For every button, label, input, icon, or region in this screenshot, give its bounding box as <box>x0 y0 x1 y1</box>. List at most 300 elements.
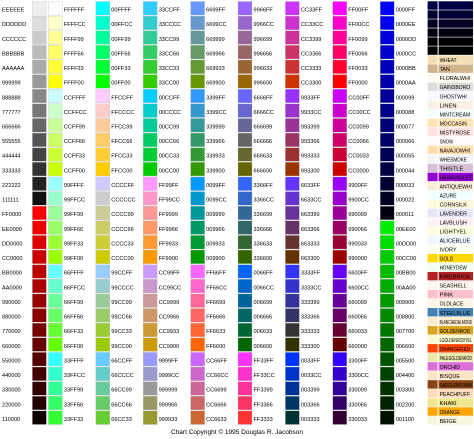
color-swatch <box>191 338 205 352</box>
color-swatch <box>285 411 299 425</box>
color-swatch <box>191 75 205 89</box>
color-swatch <box>191 148 205 162</box>
hex-code-label: 33FF33 <box>63 416 84 423</box>
hex-code-label: FF6699 <box>206 299 226 306</box>
color-swatch <box>48 31 62 45</box>
named-color-swatch <box>428 64 438 72</box>
hex-code-label: 003300 <box>395 387 415 394</box>
color-swatch <box>96 279 110 293</box>
color-swatch <box>143 60 157 74</box>
color-swatch <box>285 352 299 366</box>
hex-code-label: CC3333 <box>300 66 322 73</box>
hex-code-label: 000055 <box>395 153 415 160</box>
color-swatch <box>285 235 299 249</box>
color-column-1 <box>2 2 46 425</box>
hex-code-label: 9999CC <box>158 373 180 380</box>
color-name-label: MOCCASIN <box>439 121 467 128</box>
hex-code-label: CCFF66 <box>63 139 86 146</box>
color-swatch <box>380 2 394 16</box>
color-name-label: GOLDENROD <box>439 328 471 335</box>
hex-code-label: 0033CC <box>300 373 322 380</box>
color-name-label: GOLD <box>439 256 454 263</box>
hex-code-label: 333300 <box>300 343 320 350</box>
named-color-swatch <box>428 28 438 36</box>
color-swatch <box>48 221 62 235</box>
copyright-caption: Chart Copyright © 1995 Douglas R. Jacobson <box>171 429 303 436</box>
hex-code-label: 33CC66 <box>158 51 180 58</box>
color-name-label: ORANGERED <box>439 346 471 353</box>
named-color-swatch <box>428 389 438 397</box>
hex-code-label: 0099CC <box>206 197 227 204</box>
hex-code-label: CCFFFF <box>63 95 86 102</box>
hex-code-label: 000099 <box>395 95 415 102</box>
color-swatch <box>238 162 252 176</box>
hex-code-label: 993333 <box>300 153 320 160</box>
hex-code-label: 99FFCC <box>63 197 86 204</box>
hex-code-label: 00CC00 <box>158 168 180 175</box>
hex-code-label: 330066 <box>348 402 367 409</box>
hex-code-label: 00CC99 <box>158 124 180 131</box>
color-swatch <box>143 382 157 396</box>
named-color-swatch <box>428 128 438 136</box>
named-color-swatch <box>428 218 438 226</box>
color-column-2 <box>48 2 87 425</box>
hex-code-label: 336699 <box>253 212 273 219</box>
color-swatch <box>32 16 46 30</box>
color-swatch <box>48 396 62 410</box>
color-swatch <box>191 162 205 176</box>
color-swatch <box>32 2 46 16</box>
color-swatch <box>238 235 252 249</box>
color-swatch <box>333 367 347 381</box>
color-swatch <box>48 16 62 30</box>
color-swatch <box>96 352 110 366</box>
color-swatch <box>32 104 46 118</box>
named-color-swatch <box>428 407 438 415</box>
hex-code-label: FF3399 <box>253 387 273 394</box>
color-swatch <box>238 16 252 30</box>
hex-code-label: FF0066 <box>348 51 368 58</box>
color-swatch <box>48 279 62 293</box>
hex-code-label: 9966CC <box>253 22 275 29</box>
color-swatch <box>333 60 347 74</box>
hex-code-label: 99CCCC <box>111 285 134 292</box>
color-swatch <box>238 294 252 308</box>
hex-code-label: FF0000 <box>2 212 22 219</box>
named-color-swatch <box>428 164 438 172</box>
hex-code-label: 999933 <box>158 416 178 423</box>
color-swatch <box>96 133 110 147</box>
color-swatch <box>380 352 394 366</box>
hex-code-label: 3300FF <box>348 358 368 365</box>
color-swatch <box>333 338 347 352</box>
color-swatch <box>143 323 157 337</box>
color-swatch <box>380 206 394 220</box>
hex-code-label: 660000 <box>348 343 367 350</box>
color-swatch <box>96 323 110 337</box>
hex-code-label: 440000 <box>2 373 21 380</box>
color-swatch <box>333 118 347 132</box>
color-swatch <box>96 338 110 352</box>
hex-code-label: FFCC66 <box>111 139 133 146</box>
hex-code-label: 669900 <box>206 80 225 87</box>
hex-code-label: 3399FF <box>206 95 226 102</box>
hex-code-label: 33CC33 <box>158 66 180 73</box>
color-swatch <box>380 148 394 162</box>
hex-code-label: 66FF00 <box>63 343 84 350</box>
color-name-label: FLORALWHI <box>439 76 471 83</box>
color-swatch <box>143 235 157 249</box>
hex-code-label: 0000DD <box>395 36 417 43</box>
hex-code-label: 0000AA <box>395 80 416 87</box>
color-name-label: BEIGE <box>439 419 458 426</box>
hex-code-label: 002200 <box>395 402 415 409</box>
hex-code-label: FF33CC <box>253 373 275 380</box>
hex-code-label: 003399 <box>300 387 320 394</box>
color-swatch <box>238 411 252 425</box>
hex-code-label: CC99CC <box>158 285 182 292</box>
hex-code-label: 669933 <box>206 66 225 73</box>
color-swatch <box>143 206 157 220</box>
hex-code-label: 555555 <box>2 139 21 146</box>
color-swatch <box>96 45 110 59</box>
hex-code-label: FFFF66 <box>63 51 84 58</box>
hex-code-label: 000022 <box>395 197 415 204</box>
hex-code-label: 66FFCC <box>63 285 86 292</box>
hex-code-label: 009999 <box>206 212 225 219</box>
color-swatch <box>380 294 394 308</box>
color-swatch <box>238 104 252 118</box>
hex-code-label: 0000BB <box>395 66 416 73</box>
color-swatch <box>238 309 252 323</box>
hex-code-label: FFFF99 <box>63 36 84 43</box>
hex-code-label: 333399 <box>300 299 320 306</box>
hex-code-label: 996633 <box>253 66 273 73</box>
color-swatch <box>32 294 46 308</box>
hex-code-label: 9900FF <box>348 182 368 189</box>
color-swatch <box>32 352 46 366</box>
color-swatch <box>143 118 157 132</box>
hex-code-label: 99CC99 <box>111 299 132 306</box>
hex-code-label: 6633CC <box>300 197 322 204</box>
hex-code-label: 99FFFF <box>63 182 84 189</box>
hex-code-label: 33FF99 <box>63 387 84 394</box>
hex-code-label: 666600 <box>253 168 273 175</box>
hex-code-label: 993300 <box>300 168 320 175</box>
named-color-swatch <box>428 254 438 262</box>
color-swatch <box>143 294 157 308</box>
color-swatch <box>96 75 110 89</box>
color-swatch <box>48 309 62 323</box>
hex-code-label: EEEEEE <box>2 7 25 14</box>
color-swatch <box>380 104 394 118</box>
hex-code-label: CC3300 <box>300 80 322 87</box>
color-swatch <box>32 396 46 410</box>
named-color-swatch <box>428 110 438 118</box>
hex-code-label: FFCC00 <box>111 168 133 175</box>
named-color-swatch <box>428 191 438 199</box>
color-swatch <box>333 2 347 16</box>
color-name-label: CORNSILK <box>439 202 468 209</box>
hex-code-label: 33FFCC <box>63 373 86 380</box>
hex-code-label: 33CC00 <box>158 80 180 87</box>
color-swatch <box>143 133 157 147</box>
color-swatch <box>238 250 252 264</box>
hex-code-label: 00CC00 <box>395 256 417 263</box>
hex-code-label: CCFF99 <box>63 124 86 131</box>
color-swatch <box>238 338 252 352</box>
hex-code-label: 996666 <box>253 51 273 58</box>
hex-code-label: CC9933 <box>158 329 180 336</box>
color-swatch <box>333 279 347 293</box>
hex-code-label: AA0000 <box>2 285 22 292</box>
color-swatch <box>32 250 46 264</box>
hex-code-label: 3333CC <box>300 285 322 292</box>
hex-code-label: 666666 <box>253 139 273 146</box>
hex-code-label: 99FF33 <box>63 241 84 248</box>
color-swatch <box>96 16 110 30</box>
color-swatch <box>32 279 46 293</box>
color-swatch <box>32 148 46 162</box>
hex-code-label: FF6600 <box>206 343 226 350</box>
color-swatch <box>333 104 347 118</box>
color-swatch <box>333 221 347 235</box>
color-swatch <box>48 235 62 249</box>
hex-code-label: 00FF66 <box>111 51 131 58</box>
hex-code-label: FF9900 <box>158 256 178 263</box>
color-swatch <box>191 89 205 103</box>
color-swatch <box>96 294 110 308</box>
color-swatch <box>333 323 347 337</box>
color-swatch <box>285 250 299 264</box>
named-color-swatch <box>428 362 438 370</box>
hex-code-label: CC99FF <box>158 270 180 277</box>
hex-code-label: 99FF66 <box>63 226 84 233</box>
color-column-5 <box>191 2 229 425</box>
color-name-label: MISTYROSE <box>439 130 471 137</box>
color-column-10 <box>428 1 473 425</box>
hex-code-label: CC9966 <box>158 314 180 321</box>
color-swatch <box>48 133 62 147</box>
color-swatch <box>32 265 46 279</box>
hex-code-label: 00FFCC <box>111 22 133 29</box>
color-swatch <box>238 265 252 279</box>
hex-code-label: 6600FF <box>348 270 368 277</box>
hex-code-label: FF0099 <box>348 36 368 43</box>
color-swatch <box>96 177 110 191</box>
color-swatch <box>48 118 62 132</box>
color-swatch <box>238 75 252 89</box>
color-name-label: ALICEBLUE <box>439 238 471 245</box>
hex-code-label: BBBBBB <box>2 51 25 58</box>
color-swatch <box>333 206 347 220</box>
hex-code-label: FF3366 <box>253 402 273 409</box>
color-swatch <box>32 382 46 396</box>
color-name-label: GAINSBORO <box>439 85 471 92</box>
color-swatch <box>48 250 62 264</box>
named-color-band <box>439 37 473 45</box>
color-swatch <box>333 162 347 176</box>
hex-code-label: 660066 <box>348 314 367 321</box>
color-name-label: IVORY <box>439 247 458 254</box>
color-swatch <box>96 411 110 425</box>
color-swatch <box>238 206 252 220</box>
hex-code-label: 006666 <box>253 314 273 321</box>
color-swatch <box>285 221 299 235</box>
color-swatch <box>191 367 205 381</box>
hex-code-label: 660033 <box>348 329 367 336</box>
hex-code-label: AAAAAA <box>2 66 25 73</box>
color-swatch <box>143 16 157 30</box>
named-color-swatch <box>428 200 438 208</box>
color-swatch <box>96 60 110 74</box>
hex-code-label: FF66FF <box>206 270 226 277</box>
hex-code-label: CC66FF <box>206 358 228 365</box>
color-swatch <box>285 31 299 45</box>
hex-code-label: 663399 <box>300 212 320 219</box>
color-column-9 <box>380 2 416 425</box>
color-swatch <box>48 206 62 220</box>
named-color-swatch <box>428 146 438 154</box>
color-swatch <box>32 45 46 59</box>
color-swatch <box>285 396 299 410</box>
color-swatch <box>285 338 299 352</box>
color-name-label: KHAKI <box>439 400 457 407</box>
color-swatch <box>32 60 46 74</box>
color-swatch <box>285 382 299 396</box>
color-swatch <box>32 221 46 235</box>
hex-code-label: FFFF00 <box>63 80 84 87</box>
named-color-swatch <box>428 55 438 63</box>
hex-code-label: CCFF00 <box>63 168 86 175</box>
color-swatch <box>285 177 299 191</box>
color-swatch <box>191 323 205 337</box>
hex-code-label: CC6633 <box>206 416 227 423</box>
color-swatch <box>48 2 62 16</box>
hex-code-label: DDDDDD <box>2 22 27 29</box>
color-swatch <box>32 235 46 249</box>
color-swatch <box>238 396 252 410</box>
hex-code-label: 6699FF <box>206 7 226 14</box>
hex-code-label: CCCCCC <box>111 197 136 204</box>
color-swatch <box>285 192 299 206</box>
color-swatch <box>191 45 205 59</box>
hex-code-label: 99FF99 <box>63 212 84 219</box>
color-swatch <box>380 382 394 396</box>
color-swatch <box>48 367 62 381</box>
color-swatch <box>191 235 205 249</box>
hex-code-label: 99CC66 <box>111 314 132 321</box>
color-column-3 <box>96 2 136 425</box>
color-swatch <box>48 352 62 366</box>
hex-code-label: CCCC00 <box>111 256 134 263</box>
color-swatch <box>285 309 299 323</box>
hex-code-label: 33CCFF <box>158 7 180 14</box>
hex-code-label: 0066FF <box>253 270 273 277</box>
color-swatch <box>238 367 252 381</box>
hex-code-label: FFFF33 <box>63 66 84 73</box>
color-swatch <box>143 309 157 323</box>
color-swatch <box>333 382 347 396</box>
hex-code-label: 6600CC <box>348 285 369 292</box>
color-swatch <box>191 118 205 132</box>
named-color-swatch <box>428 101 438 109</box>
color-name-label: ORCHID <box>439 364 461 371</box>
color-swatch <box>333 75 347 89</box>
hex-code-label: FF00CC <box>348 22 370 29</box>
color-swatch <box>96 235 110 249</box>
hex-code-label: FF33FF <box>253 358 274 365</box>
color-column-4 <box>143 2 181 425</box>
color-swatch <box>238 133 252 147</box>
named-color-swatch <box>428 398 438 406</box>
named-color-swatch <box>428 19 438 27</box>
hex-code-label: 9933FF <box>300 95 321 102</box>
hex-code-label: CC0000 <box>2 256 23 263</box>
color-swatch <box>380 396 394 410</box>
hex-code-label: 00CC33 <box>158 153 180 160</box>
color-swatch <box>333 352 347 366</box>
hex-code-label: 00FF00 <box>111 80 131 87</box>
color-swatch <box>96 221 110 235</box>
named-color-swatch <box>428 263 438 271</box>
color-swatch <box>333 396 347 410</box>
color-swatch <box>238 221 252 235</box>
color-swatch <box>143 89 157 103</box>
named-color-swatch <box>428 353 438 361</box>
color-swatch <box>96 104 110 118</box>
hex-code-label: 333333 <box>2 168 21 175</box>
hex-code-label: CCCCCC <box>2 36 27 43</box>
color-swatch <box>48 162 62 176</box>
color-swatch <box>48 104 62 118</box>
hex-code-label: 663333 <box>300 241 320 248</box>
hex-code-label: FF6633 <box>206 329 226 336</box>
hex-code-label: 66CC33 <box>111 416 132 423</box>
hex-code-label: FF66CC <box>206 285 228 292</box>
color-name-label: MINTCREAM <box>439 112 471 119</box>
color-swatch <box>191 396 205 410</box>
hex-code-label: 66CC99 <box>111 387 132 394</box>
hex-code-label: 009900 <box>206 256 225 263</box>
color-swatch <box>96 309 110 323</box>
color-swatch <box>191 31 205 45</box>
color-swatch <box>285 323 299 337</box>
color-swatch <box>96 148 110 162</box>
color-swatch <box>96 396 110 410</box>
hex-code-label: 990099 <box>348 212 367 219</box>
hex-code-label: 66FF66 <box>63 314 84 321</box>
hex-code-label: CC9999 <box>158 299 180 306</box>
named-color-swatch <box>428 209 438 217</box>
hex-code-label: 990000 <box>348 256 367 263</box>
hex-code-label: 444444 <box>2 153 21 160</box>
color-swatch <box>238 2 252 16</box>
color-swatch <box>333 45 347 59</box>
hex-code-label: CC00CC <box>348 109 371 116</box>
color-swatch <box>143 250 157 264</box>
color-name-label: PEACHPUFF <box>439 391 471 398</box>
color-swatch <box>285 367 299 381</box>
named-color-swatch <box>428 92 438 100</box>
color-swatch <box>380 309 394 323</box>
hex-code-label: 666699 <box>253 124 273 131</box>
hex-code-label: 009966 <box>206 226 225 233</box>
hex-code-label: 005500 <box>395 358 415 365</box>
color-swatch <box>333 177 347 191</box>
color-swatch <box>143 411 157 425</box>
hex-code-label: FF9999 <box>158 212 178 219</box>
